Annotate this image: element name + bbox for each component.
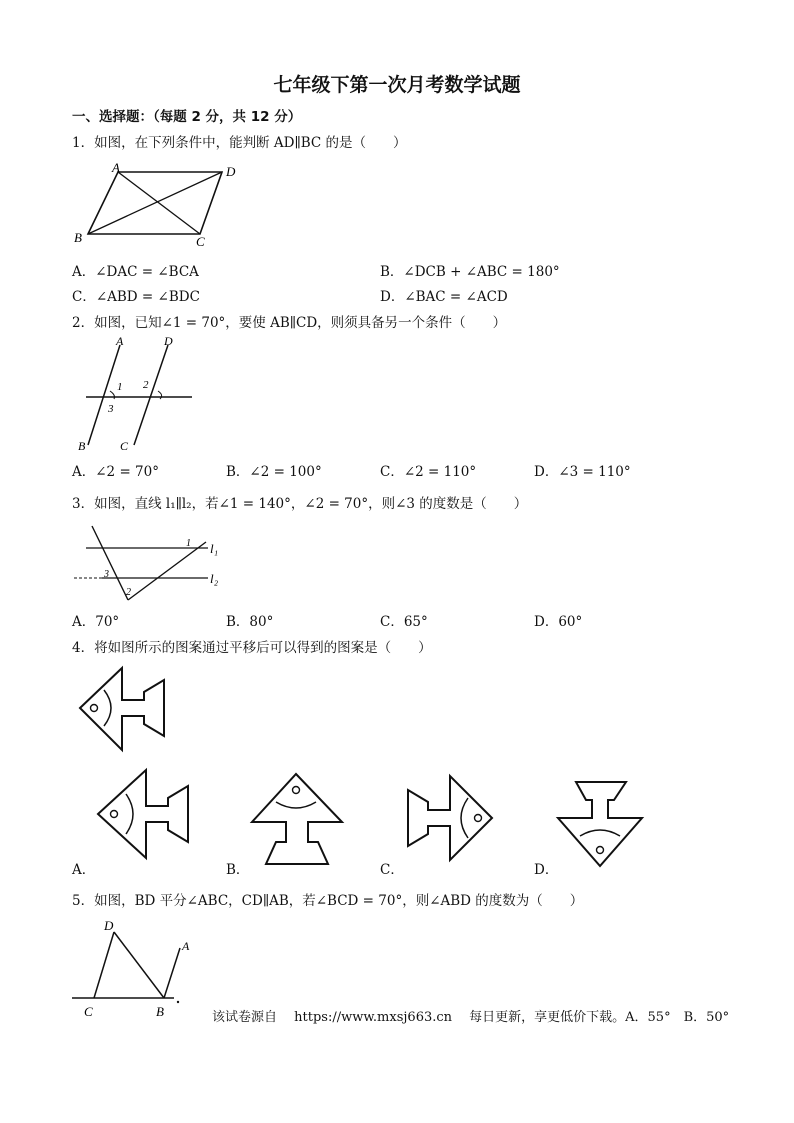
q2-label-c: C (120, 439, 129, 453)
question-5-stem: 5．如图，BD 平分∠ABC，CD∥AB，若∠BCD = 70°，则∠ABD 的度数为（ ） (72, 893, 584, 909)
q2-angle-2: 2 (143, 379, 149, 391)
q3-parallel-lines-figure (72, 520, 232, 602)
q1-option-b: B．∠DCB + ∠ABC = 180° (380, 264, 560, 280)
q4-original-fish-figure (78, 664, 168, 754)
q4-option-a-fish (96, 768, 192, 862)
q4-option-d-label: D． (534, 862, 559, 878)
q4-option-c-fish (404, 772, 496, 864)
question-1-stem: 1．如图，在下列条件中，能判断 AD∥BC 的是（ ） (72, 135, 407, 151)
q4-option-a-label: A． (72, 862, 96, 878)
q5-triangle-figure (70, 914, 200, 1024)
q4-option-b-fish (250, 772, 346, 868)
section-heading: 一、选择题：（每题 2 分，共 12 分） (72, 109, 302, 125)
q2-option-b: B．∠2 = 100° (226, 464, 322, 480)
q1-option-d: D．∠BAC = ∠ACD (380, 289, 508, 305)
q5-label-d: D (104, 918, 114, 933)
q2-label-b: B (78, 439, 86, 453)
q4-option-b-label: B． (226, 862, 250, 878)
question-4-stem: 4．将如图所示的图案通过平移后可以得到的图案是（ ） (72, 640, 432, 656)
q3-label-l1: l₁ (210, 541, 219, 556)
q2-label-a: A (116, 334, 124, 348)
q3-option-d: D．60° (534, 614, 583, 630)
q3-option-c: C．65° (380, 614, 428, 630)
q1-option-a: A．∠DAC = ∠BCA (72, 264, 199, 280)
q5-label-a: A (182, 939, 190, 953)
q1-option-c: C．∠ABD = ∠BDC (72, 289, 200, 305)
q1-label-c: C (196, 234, 205, 249)
q1-label-d: D (226, 164, 236, 179)
question-3-stem: 3．如图，直线 l₁∥l₂，若∠1 = 140°，∠2 = 70°，则∠3 的度数是（ ） (72, 496, 528, 512)
q2-angle-3: 3 (108, 403, 114, 415)
q4-option-c-label: C． (380, 862, 404, 878)
question-2-stem: 2．如图，已知∠1 = 70°，要使 AB∥CD，则须具备另一个条件（ ） (72, 315, 507, 331)
page-title: 七年级下第一次月考数学试题 (273, 74, 521, 96)
q3-label-l2: l₂ (210, 571, 219, 586)
q3-angle-2: 2 (126, 587, 131, 598)
q3-angle-1: 1 (186, 538, 191, 549)
q5-label-c: C (84, 1004, 93, 1019)
source-footer: 该试卷源自 https://www.mxsj663.cn 每日更新，享更低价下载。A．55° B．50° (212, 1010, 730, 1025)
q1-label-a: A (112, 160, 120, 175)
q2-option-c: C．∠2 = 110° (380, 464, 477, 480)
q3-option-a: A．70° (72, 614, 120, 630)
q4-option-d-fish (556, 780, 646, 870)
q1-label-b: B (74, 230, 82, 245)
q1-parallelogram-figure (72, 158, 252, 253)
q3-angle-3: 3 (104, 569, 109, 580)
q5-label-b: B (156, 1004, 164, 1019)
q3-option-b: B．80° (226, 614, 274, 630)
q2-option-a: A．∠2 = 70° (72, 464, 159, 480)
q2-transversal-figure (72, 333, 202, 455)
q2-label-d: D (164, 334, 173, 348)
q2-angle-1: 1 (117, 381, 123, 393)
q2-option-d: D．∠3 = 110° (534, 464, 631, 480)
